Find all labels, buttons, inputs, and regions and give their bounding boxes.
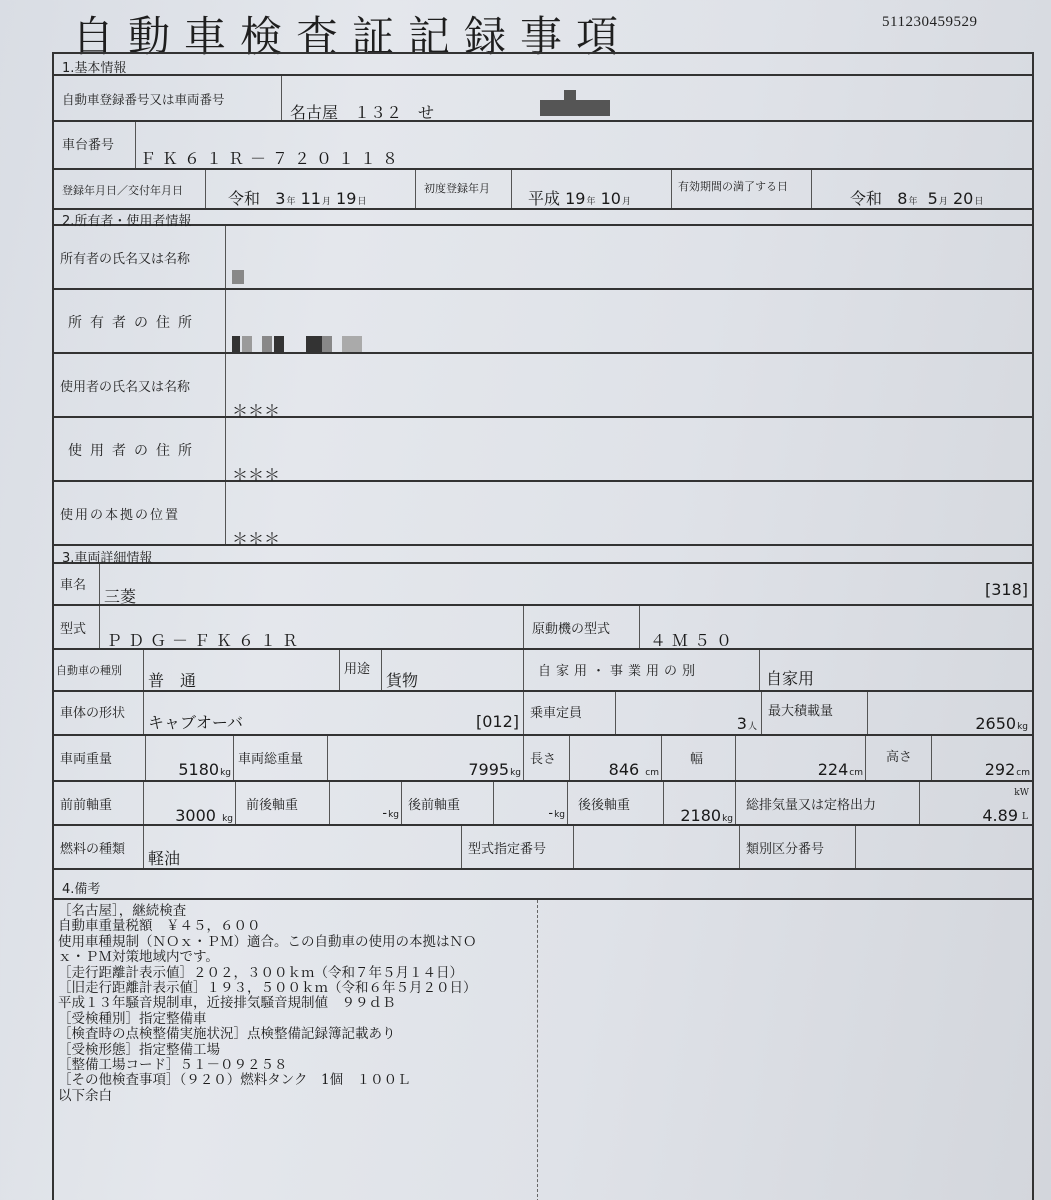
row-make <box>54 564 1032 606</box>
front-front-axle-label: 前前軸重 <box>60 798 113 813</box>
record-table <box>52 52 1034 1200</box>
cell-length-label <box>524 736 570 780</box>
displacement-unit-kw: kW <box>1014 788 1029 798</box>
gross-weight-value: 7995kg <box>468 760 521 779</box>
cell-length-value <box>570 736 662 780</box>
cell-registration-label <box>54 76 282 120</box>
capacity-value: 3人 <box>736 714 757 733</box>
user-address-label: 使用者の住所 <box>68 443 200 459</box>
use-label: 用途 <box>344 662 371 677</box>
type-designation-label: 型式指定番号 <box>468 842 547 857</box>
base-location-label: 使用の本拠の位置 <box>60 508 181 523</box>
chassis-number-value: ＦＫ６１Ｒ－７２０１１８ <box>140 149 405 168</box>
cell-body-shape-label <box>54 692 144 734</box>
cell-user-name-label <box>54 354 226 416</box>
cell-owner-name-value <box>226 226 1032 288</box>
front-front-axle-value: 3000 kg <box>175 806 233 825</box>
remark-line: 自動車重量税額 ￥４５，６００ <box>58 918 261 935</box>
document-title: 自動車検査証記録事項 <box>72 12 633 61</box>
cell-rf-axle-label <box>402 782 494 824</box>
private-business-value: 自家用 <box>766 669 815 688</box>
category-number-label: 類別区分番号 <box>746 842 825 857</box>
displacement-unit-l: L <box>1022 812 1028 822</box>
rear-rear-axle-value: 2180kg <box>680 806 733 825</box>
cell-model-label <box>54 606 100 648</box>
cell-first-registration-value <box>512 170 672 208</box>
row-axle-weights <box>54 782 1032 826</box>
cell-height-value <box>932 736 1032 780</box>
length-label: 長さ <box>530 752 557 767</box>
cell-fr-axle-label <box>236 782 330 824</box>
cell-expiry-label <box>672 170 812 208</box>
gross-weight-label: 車両総重量 <box>238 752 304 767</box>
redaction-block <box>242 336 252 352</box>
remark-line: 平成１３年騒音規制車，近接排気騒音規制値 ９９ｄＢ <box>58 995 396 1012</box>
max-load-label: 最大積載量 <box>768 704 834 719</box>
expiry-date-value: 令和 8年 5月 20日 <box>850 189 984 208</box>
displacement-label: 総排気量又は定格出力 <box>746 798 877 813</box>
body-shape-label: 車体の形状 <box>60 706 126 721</box>
cell-vehicle-weight-value <box>146 736 234 780</box>
row-user-address <box>54 418 1032 482</box>
cell-engine-value <box>640 606 1032 648</box>
cell-ff-axle-value <box>144 782 236 824</box>
make-label: 車名 <box>60 578 87 593</box>
section-1-header <box>54 54 1032 76</box>
cell-category-value <box>856 826 1032 868</box>
expiry-date-label: 有効期間の満了する日 <box>678 180 788 193</box>
redaction-block <box>540 100 610 116</box>
cell-owner-address-label <box>54 290 226 352</box>
cell-gross-weight-label <box>234 736 328 780</box>
cell-make-label <box>54 564 100 604</box>
cell-rf-axle-value <box>494 782 568 824</box>
cell-engine-label <box>524 606 640 648</box>
row-owner-address <box>54 290 1032 354</box>
rear-rear-axle-label: 後後軸重 <box>578 798 631 813</box>
remark-line: 以下余白 <box>58 1087 112 1104</box>
remarks-text <box>54 900 538 1200</box>
cell-owner-address-value <box>226 290 1032 352</box>
cell-user-address-value <box>226 418 1032 484</box>
section-4-heading: 4.備考 <box>62 882 101 897</box>
cell-ff-axle-label <box>54 782 144 824</box>
cell-fuel-label <box>54 826 144 868</box>
cell-body-shape-value <box>144 692 524 734</box>
rear-front-axle-label: 後前軸重 <box>408 798 461 813</box>
cell-rr-axle-value <box>664 782 736 824</box>
cell-user-name-value <box>226 354 1032 420</box>
remark-line: ［整備工場コード］５１－０９２５８ <box>58 1057 288 1074</box>
engine-model-value: ４Ｍ５０ <box>650 631 739 650</box>
redaction-block <box>232 336 240 352</box>
cell-private-business-label <box>524 650 760 690</box>
capacity-label: 乗車定員 <box>530 706 583 721</box>
row-base-location <box>54 482 1032 546</box>
vehicle-weight-label: 車両重量 <box>60 752 113 767</box>
make-value: 三菱 <box>104 587 137 606</box>
cell-owner-name-label <box>54 226 226 288</box>
fuel-label: 燃料の種類 <box>60 842 126 857</box>
height-value: 292cm <box>984 760 1030 779</box>
row-user-name <box>54 354 1032 418</box>
row-fuel <box>54 826 1032 870</box>
displacement-value: 4.89 <box>982 806 1018 825</box>
row-owner-name <box>54 226 1032 290</box>
model-label: 型式 <box>60 622 87 637</box>
rear-front-axle-value: -kg <box>548 806 565 821</box>
row-model <box>54 606 1032 650</box>
cell-base-location-label <box>54 482 226 544</box>
user-name-label: 使用者の氏名又は名称 <box>60 380 191 395</box>
vehicle-weight-value: 5180kg <box>178 760 231 779</box>
cell-chassis-value <box>136 122 1032 168</box>
section-3-header <box>54 546 1032 564</box>
section-2-header <box>54 210 1032 229</box>
cell-base-location-value <box>226 482 1032 548</box>
cell-registration-value <box>282 76 1032 120</box>
cell-width-value <box>736 736 866 780</box>
redaction-block <box>232 270 244 284</box>
cell-gross-weight-value <box>328 736 524 780</box>
row-weights-dimensions <box>54 736 1032 782</box>
cell-displacement-label <box>736 782 920 824</box>
row-dates <box>54 170 1032 210</box>
remark-line: ［受検種別］指定整備車 <box>58 1010 207 1027</box>
registration-number-value: 名古屋 １３２ せ <box>290 103 435 122</box>
row-body-shape <box>54 692 1032 736</box>
remark-line: ［検査時の点検整備実施状況］点検整備記録簿記載あり <box>58 1026 396 1043</box>
front-rear-axle-value: -kg <box>382 806 399 821</box>
cell-fr-axle-value <box>330 782 402 824</box>
cell-chassis-label <box>54 122 136 168</box>
cell-vehicle-type-label <box>54 650 144 690</box>
cell-use-value <box>382 650 524 690</box>
registration-date-label: 登録年月日／交付年月日 <box>62 184 183 197</box>
section-3-heading: 3.車両詳細情報 <box>62 551 153 566</box>
redaction-block <box>342 336 362 352</box>
redaction-block <box>274 336 284 352</box>
width-value: 224cm <box>817 760 863 779</box>
length-value: 846 cm <box>608 760 659 779</box>
cell-first-registration-label <box>416 170 512 208</box>
make-code: [318] <box>984 580 1028 599</box>
cell-make-value <box>100 564 1032 604</box>
fuel-value: 軽油 <box>148 849 181 868</box>
cell-use-label <box>340 650 382 690</box>
cell-type-designation-value <box>574 826 740 868</box>
cell-expiry-value <box>812 170 1032 208</box>
registration-number-label: 自動車登録番号又は車両番号 <box>62 92 225 107</box>
cell-max-load-label <box>762 692 868 734</box>
row-registration-number <box>54 76 1032 122</box>
remark-line: ［旧走行距離計表示値］１９３，５００ｋｍ（令和６年５月２０日） <box>58 980 477 997</box>
width-label: 幅 <box>690 752 704 767</box>
remark-line: ［受検形態］指定整備工場 <box>58 1041 220 1058</box>
owner-address-label: 所有者の住所 <box>68 315 200 331</box>
max-load-value: 2650kg <box>975 714 1028 733</box>
redaction-block <box>306 336 322 352</box>
cell-width-label <box>662 736 736 780</box>
vehicle-type-label: 自動車の種別 <box>56 664 122 677</box>
base-location-value: ＊＊＊ <box>232 529 281 548</box>
chassis-number-label: 車台番号 <box>62 138 115 153</box>
model-value: ＰＤＧ－ＦＫ６１Ｒ <box>106 631 305 650</box>
body-shape-value: キャブオーバ <box>148 713 244 732</box>
remark-line: ［名古屋］，継続検査 <box>58 903 187 919</box>
redaction-block <box>262 336 272 352</box>
cell-vehicle-type-value <box>144 650 340 690</box>
engine-model-label: 原動機の型式 <box>532 622 611 637</box>
private-business-label: 自家用・事業用の別 <box>538 664 701 679</box>
user-name-value: ＊＊＊ <box>232 401 281 420</box>
section-2-heading: 2.所有者・使用者情報 <box>62 214 192 229</box>
redaction-block <box>322 336 332 352</box>
cell-private-business-value <box>760 650 1032 690</box>
row-vehicle-type <box>54 650 1032 692</box>
cell-rr-axle-label <box>568 782 664 824</box>
document-number: 511230459529 <box>882 14 978 30</box>
cell-displacement-value <box>920 782 1032 824</box>
cell-user-address-label <box>54 418 226 480</box>
cell-model-value <box>100 606 524 648</box>
remark-line: ［その他検査事項］（９２０）燃料タンク 1個 １００Ｌ <box>58 1072 411 1089</box>
vehicle-type-value: 普 通 <box>148 671 197 690</box>
body-shape-code: [012] <box>475 712 519 731</box>
cell-capacity-value <box>616 692 762 734</box>
cell-capacity-label <box>524 692 616 734</box>
registration-date-value: 令和 3年 11月 19日 <box>228 189 367 208</box>
cell-height-label <box>866 736 932 780</box>
cell-fuel-value <box>144 826 462 868</box>
section-4-header <box>54 870 1032 900</box>
row-chassis-number <box>54 122 1032 170</box>
remark-line: 使用車種規制（ＮＯｘ・ＰＭ）適合。この自動車の使用の本拠はＮＯ <box>58 933 477 950</box>
remark-line: ［走行距離計表示値］２０２，３００ｋｍ（令和７年５月１４日） <box>58 964 463 981</box>
cell-type-designation-label <box>462 826 574 868</box>
height-label: 高さ <box>886 750 913 765</box>
cell-registration-date-label <box>54 170 206 208</box>
first-registration-value: 平成 19年 10月 <box>528 189 631 208</box>
remarks-area <box>54 900 1032 1200</box>
remark-line: ｘ・ＰＭ対策地域内です。 <box>58 949 219 966</box>
redaction-block <box>564 90 576 102</box>
owner-name-label: 所有者の氏名又は名称 <box>60 252 191 267</box>
first-registration-label: 初度登録年月 <box>424 182 490 195</box>
front-rear-axle-label: 前後軸重 <box>246 798 299 813</box>
section-1-heading: 1.基本情報 <box>62 61 127 76</box>
cell-registration-date-value <box>206 170 416 208</box>
cell-vehicle-weight-label <box>54 736 146 780</box>
cell-category-label <box>740 826 856 868</box>
cell-max-load-value <box>868 692 1032 734</box>
use-value: 貨物 <box>386 671 419 690</box>
user-address-value: ＊＊＊ <box>232 465 281 484</box>
